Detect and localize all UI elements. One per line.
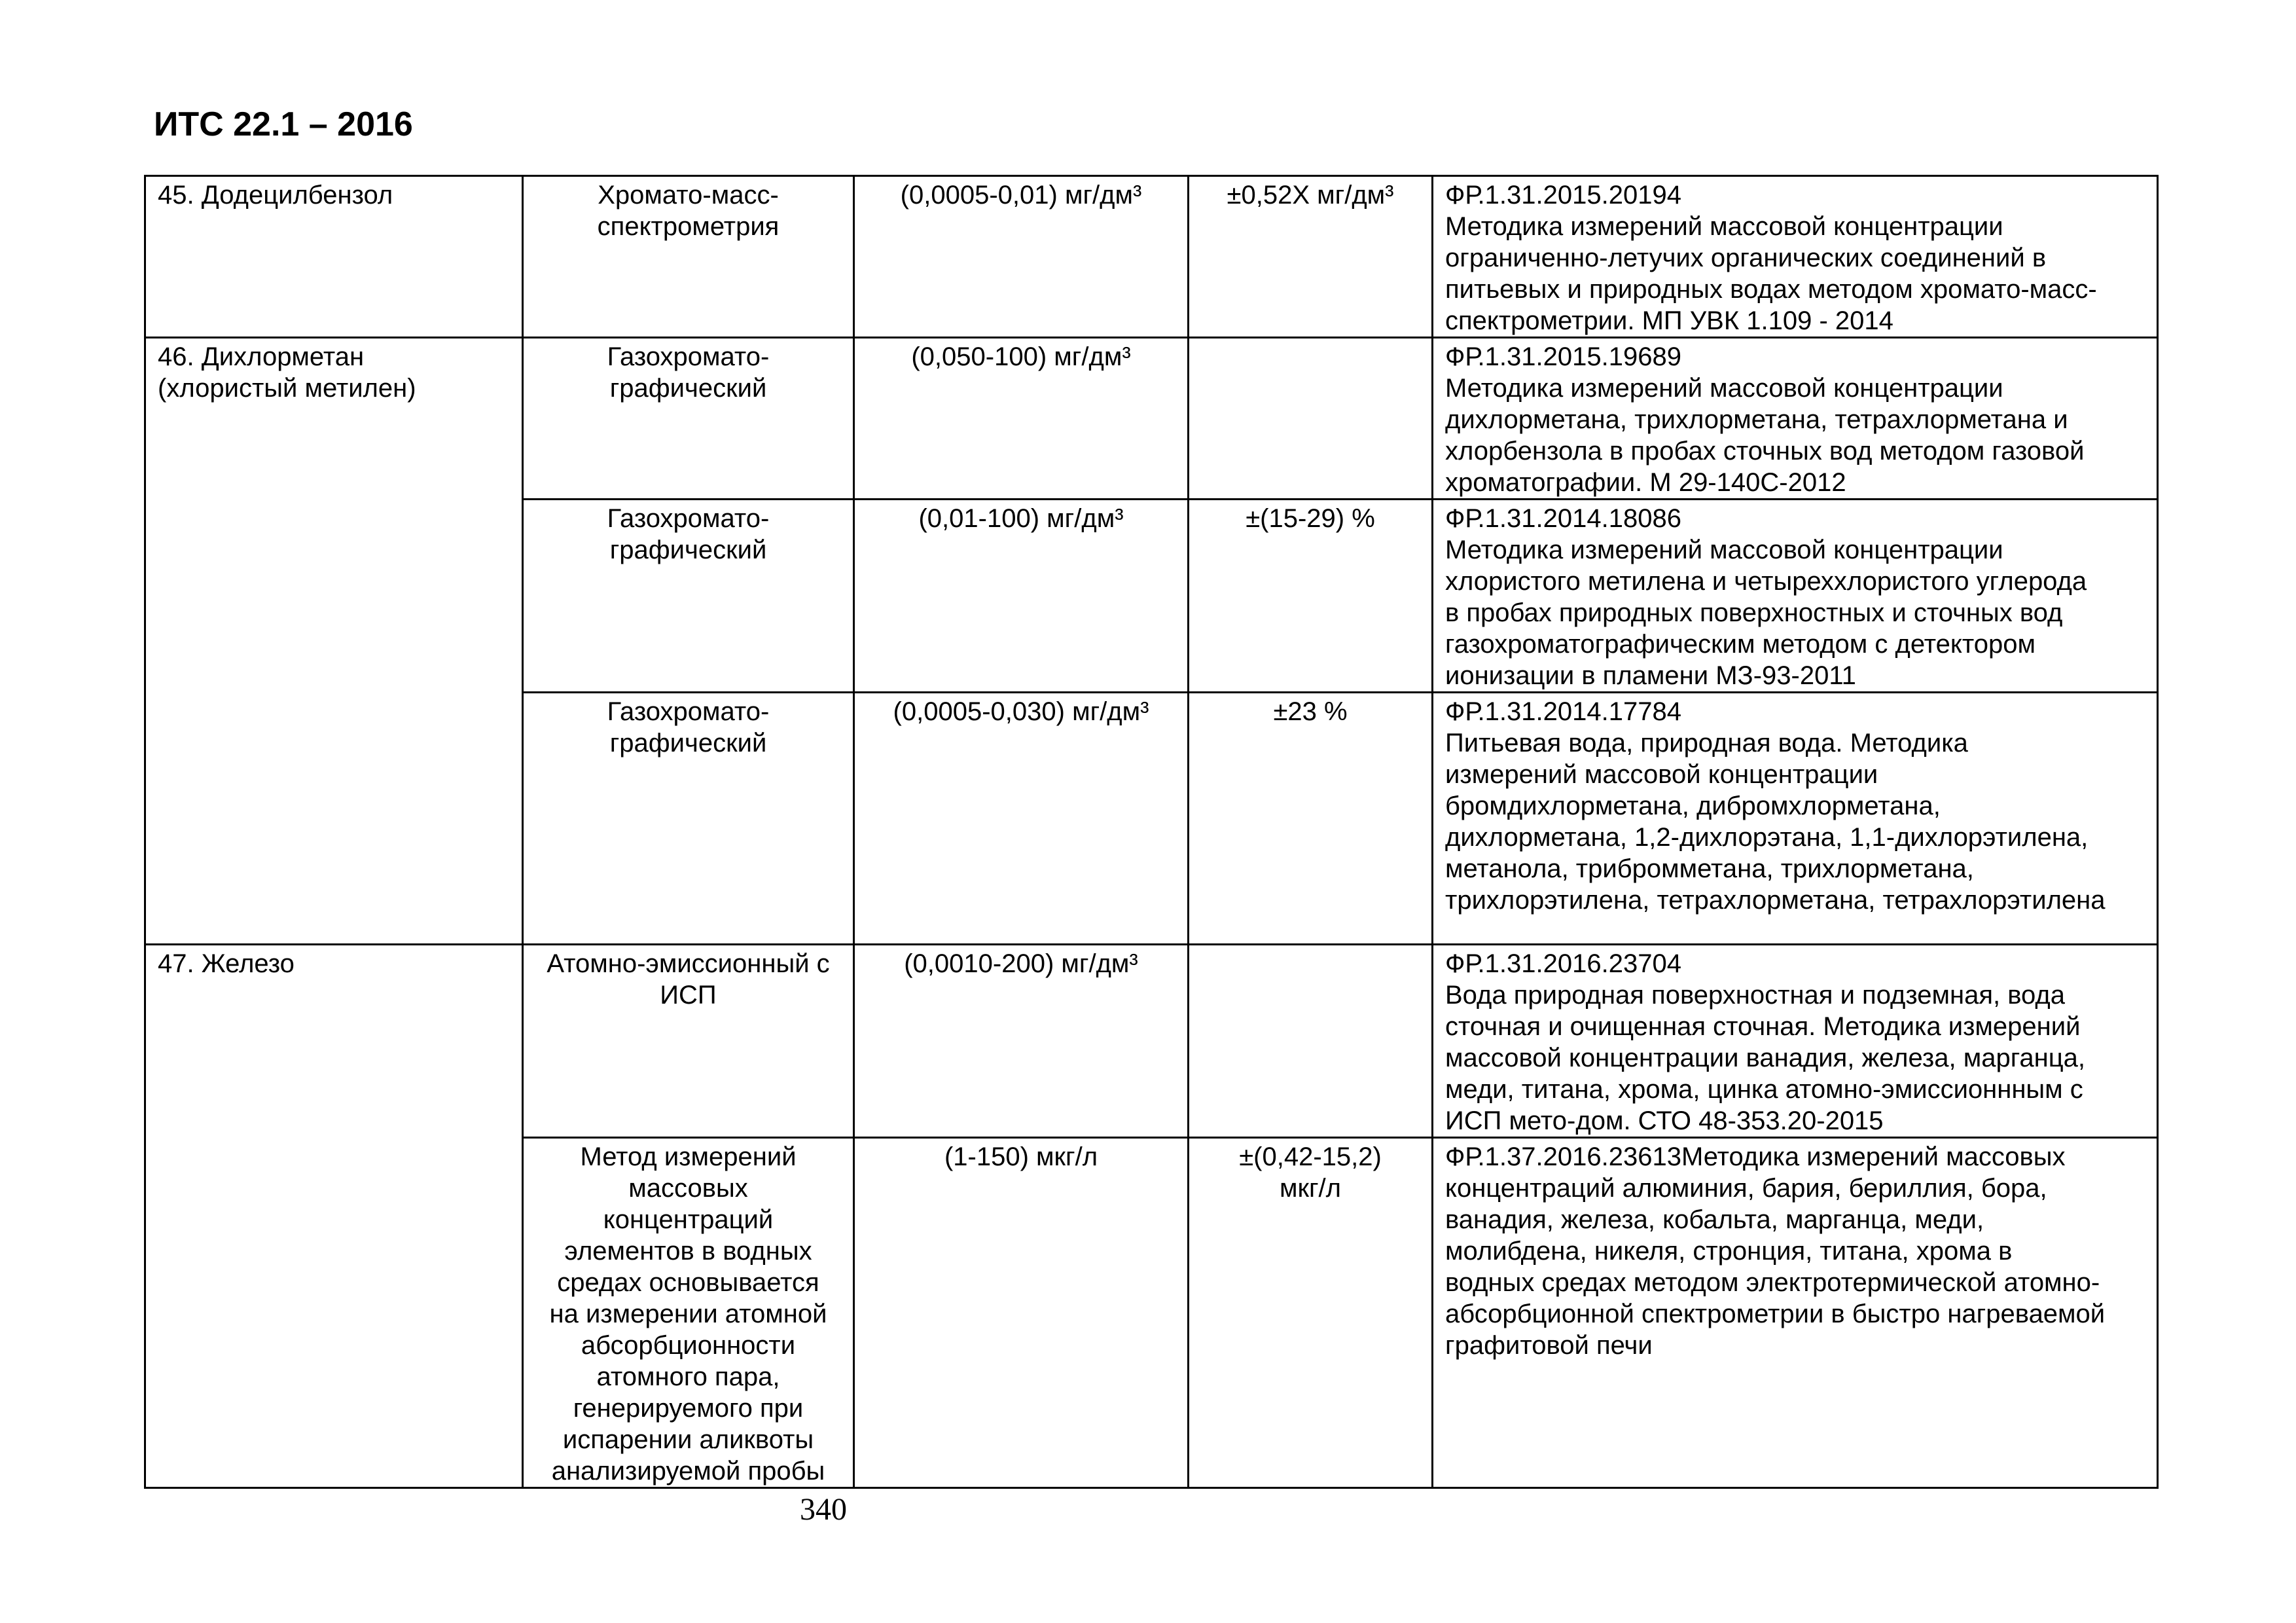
method-text: Хромато-масс- спектрометрия <box>597 181 780 241</box>
range-text: (0,0010-200) мг/дм³ <box>904 949 1138 978</box>
document-cell <box>1433 945 2158 1138</box>
table-row <box>145 176 2158 338</box>
document-text: ФР.1.37.2016.23613Методика измерений массовых концентраций алюминия, бария, бериллия, бора, ванадия, железа, кобальта, марганца, меди, молибдена, никеля, стронция, титана, хрома в водных средах методом электротермической атомно- абсорбционной спектрометрии в быстро нагреваемой графитовой печи <box>1445 1142 2106 1360</box>
error-cell <box>1189 1138 1433 1488</box>
range-text: (0,01-100) мг/дм³ <box>918 504 1124 533</box>
substance-text: 47. Железо <box>158 949 295 978</box>
methods-table <box>144 175 2159 1489</box>
document-cell <box>1433 500 2158 693</box>
method-cell <box>523 945 854 1138</box>
error-text: ±0,52Х мг/дм³ <box>1227 181 1394 210</box>
substance-cell <box>145 176 523 338</box>
error-cell <box>1189 500 1433 693</box>
substance-text: 46. Дихлорметан (хлористый метилен) <box>158 342 416 403</box>
document-text: ФР.1.31.2014.17784 Питьевая вода, природная вода. Методика измерений массовой концентрации бромдихлорметана, дибромхлорметана, дихлорметана, 1,2-дихлорэтана, 1,1-дихлорэтилена, метанола, трибромметана, трихлорметана, трихлорэтилена, тетрахлорметана, тетрахлорэтилена <box>1445 697 2106 915</box>
document-cell <box>1433 176 2158 338</box>
table-row <box>145 338 2158 500</box>
range-cell <box>854 176 1189 338</box>
error-cell <box>1189 338 1433 500</box>
method-cell <box>523 693 854 945</box>
method-text: Атомно-эмиссионный с ИСП <box>547 949 830 1010</box>
range-cell <box>854 338 1189 500</box>
document-cell <box>1433 1138 2158 1488</box>
range-cell <box>854 945 1189 1138</box>
method-text: Газохромато- графический <box>607 504 770 564</box>
method-text: Метод измерений массовых концентраций элементов в водных средах основывается на измерении атомной абсорбционности атомного пара, генерируемого при испарении аликвоты анализируемой пробы <box>549 1142 827 1486</box>
document-header-title: ИТС 22.1 – 2016 <box>154 105 413 143</box>
error-cell <box>1189 693 1433 945</box>
range-cell <box>854 693 1189 945</box>
error-cell <box>1189 176 1433 338</box>
document-text: ФР.1.31.2016.23704 Вода природная поверхностная и подземная, вода сточная и очищенная сточная. Методика измерений массовой концентрации ванадия, железа, марганца, меди, титана, хрома, цинка атомно-эмиссионнным с ИСП мето-дом. СТО 48-353.20-2015 <box>1445 949 2086 1135</box>
page-number: 340 <box>800 1492 847 1527</box>
range-text: (0,0005-0,01) мг/дм³ <box>900 181 1142 210</box>
substance-cell <box>145 338 523 945</box>
document-cell <box>1433 338 2158 500</box>
range-text: (0,0005-0,030) мг/дм³ <box>893 697 1149 726</box>
method-text: Газохромато- графический <box>607 697 770 757</box>
range-text: (0,050-100) мг/дм³ <box>911 342 1131 371</box>
method-text: Газохромато- графический <box>607 342 770 403</box>
table-row <box>145 945 2158 1138</box>
substance-cell <box>145 945 523 1488</box>
error-text: ±23 % <box>1273 697 1348 726</box>
method-cell <box>523 176 854 338</box>
range-text: (1-150) мкг/л <box>944 1142 1098 1171</box>
document-text: ФР.1.31.2014.18086 Методика измерений массовой концентрации хлористого метилена и четыреххлористого углерода в пробах природных поверхностных и сточных вод газохроматографическим методом с детектором ионизации в пламени МЗ-93-2011 <box>1445 504 2087 690</box>
error-text: ±(15-29) % <box>1246 504 1375 533</box>
document-text: ФР.1.31.2015.19689 Методика измерений массовой концентрации дихлорметана, трихлорметана, тетрахлорметана и хлорбензола в пробах сточных вод методом газовой хроматографии. М 29-140С-2012 <box>1445 342 2085 497</box>
method-cell <box>523 500 854 693</box>
method-cell <box>523 1138 854 1488</box>
range-cell <box>854 500 1189 693</box>
document-text: ФР.1.31.2015.20194 Методика измерений массовой концентрации ограниченно-летучих органических соединений в питьевых и природных водах методом хромато-масс- спектрометрии. МП УВК 1.109 - 2014 <box>1445 181 2097 335</box>
error-text: ±(0,42-15,2) мкг/л <box>1239 1142 1382 1203</box>
method-cell <box>523 338 854 500</box>
error-cell <box>1189 945 1433 1138</box>
substance-text: 45. Додецилбензол <box>158 181 393 210</box>
document-cell <box>1433 693 2158 945</box>
range-cell <box>854 1138 1189 1488</box>
